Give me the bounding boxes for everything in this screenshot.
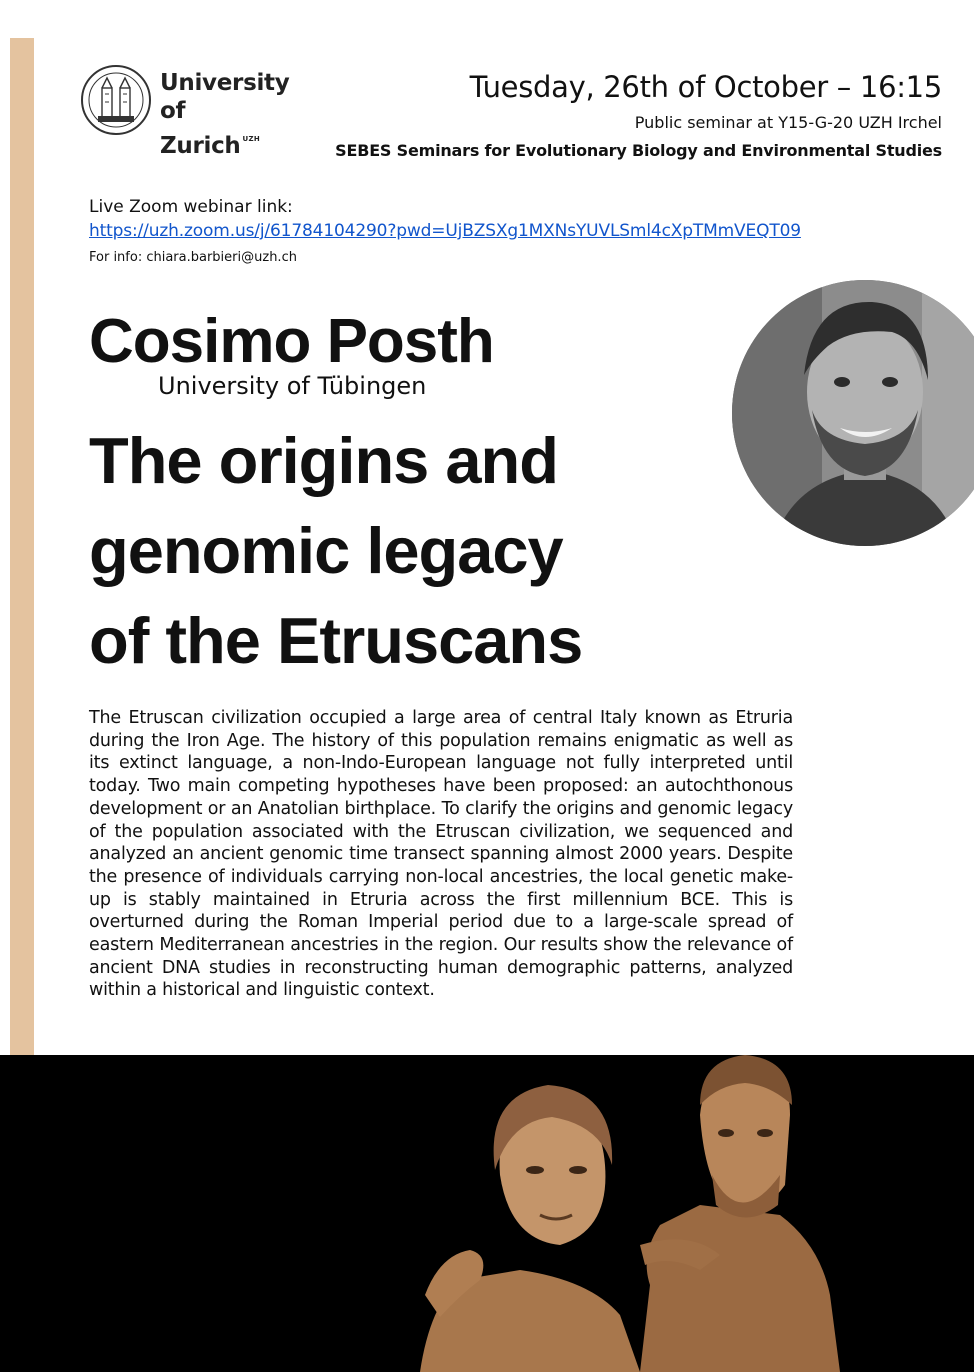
contact-info: For info: chiara.barbieri@uzh.ch	[89, 250, 297, 265]
seminar-series: SEBES Seminars for Evolutionary Biology and Environmental Studies	[335, 141, 942, 160]
talk-title	[89, 416, 729, 686]
university-seal-icon	[80, 60, 152, 140]
decorative-side-bar	[10, 38, 34, 1058]
title-line: The origins and	[89, 424, 558, 497]
logo-line-1: University of	[160, 70, 290, 124]
university-logo	[80, 60, 320, 159]
event-venue: Public seminar at Y15-G-20 UZH Irchel	[634, 113, 942, 132]
speaker-photo-icon	[732, 280, 974, 546]
sarcophagus-image-icon	[0, 1055, 974, 1372]
etruscan-sarcophagus-photo	[0, 1055, 974, 1372]
zoom-link[interactable]: https://uzh.zoom.us/j/61784104290?pwd=UjBZSXg1MXNsYUVLSml4cXpTMmVEQT09	[89, 221, 801, 241]
title-line: of the Etruscans	[89, 604, 583, 677]
speaker-portrait	[732, 280, 974, 546]
university-name	[160, 69, 320, 160]
speaker-name: Cosimo Posth	[89, 307, 494, 376]
event-date: Tuesday, 26th of October – 16:15	[469, 70, 942, 104]
talk-abstract: The Etruscan civilization occupied a large area of central Italy known as Etruria during the Iron Age. The history of this population remains enigmatic as well as its extinct language, a non-Indo-European language not fully interpreted until today. Two main competing hypotheses have been proposed: an autochthonous development or an Anatolian birthplace. To clarify the origins and genomic legacy of the population associated with the Etruscan civilization, we sequenced and analyzed an ancient genomic time transect spanning almost 2000 years. Despite the presence of individuals carrying non-local ancestries, the local genetic make-up is stably maintained in Etruria across the first millennium BCE. This is overturned during the Roman Imperial period due to a large-scale spread of eastern Mediterranean ancestries in the region. Our results show the relevance of ancient DNA studies in reconstructing human demographic patterns, analyzed within a historical and linguistic context.	[89, 708, 793, 1001]
speaker-affiliation: University of Tübingen	[158, 372, 427, 400]
logo-superscript: UZH	[242, 135, 261, 143]
zoom-label: Live Zoom webinar link:	[89, 197, 293, 217]
title-line: genomic legacy	[89, 514, 563, 587]
logo-line-2: Zurich	[160, 133, 241, 159]
